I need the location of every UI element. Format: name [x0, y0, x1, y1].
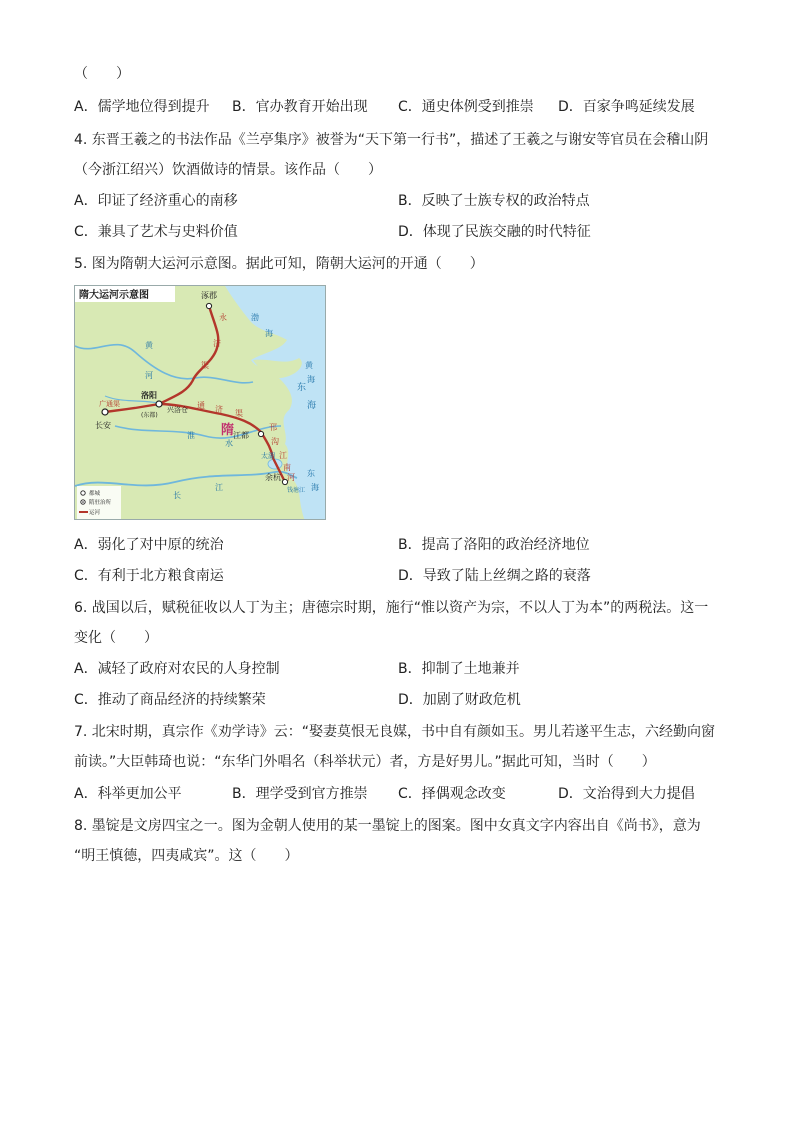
q6-option-d[interactable]: D．加剧了财政危机 [398, 692, 521, 708]
q7-stem-line1: 7. 北宋时期，真宗作《劝学诗》云：“娶妻莫恨无良媒，书中自有颜如玉。男儿若遂平生志，六经勤向窗 [74, 724, 716, 740]
map-city-zhuojun: 涿郡 [201, 291, 217, 300]
map-canal-char-7: 邗 [269, 423, 277, 432]
q7-option-d[interactable]: D．文治得到大力提倡 [558, 786, 695, 802]
map-city-changan: 长安 [95, 421, 111, 430]
map-sea-char-8: 海 [311, 483, 319, 492]
q4-option-b[interactable]: B．反映了士族专权的政治特点 [398, 193, 590, 209]
map-city-zhuojun-marker [206, 303, 211, 308]
map-canal-char-2: 济 [213, 339, 221, 348]
map-canal-char-10: 南 [283, 463, 291, 472]
map-river-char-1: 黄 [145, 341, 153, 350]
q4-option-c[interactable]: C．兼具了艺术与史料价值 [74, 224, 238, 240]
map-canal-char-3: 渠 [201, 361, 209, 370]
map-city-yuhang: 余杭 [265, 473, 281, 482]
q7-option-c[interactable]: C．择偶观念改变 [398, 786, 506, 802]
map-canal-char-5: 济 [215, 405, 223, 414]
map-canal-char-9: 江 [279, 451, 287, 460]
map-legend-seat-dot [82, 501, 84, 503]
q3-option-b[interactable]: B．官办教育开始出现 [232, 99, 368, 115]
map-river-char-5: 长 [173, 491, 181, 500]
q5-stem: 5. 图为隋朝大运河示意图。据此可知，隋朝大运河的开通（ ） [74, 256, 484, 272]
map-taihu-label: 太湖 [261, 452, 275, 460]
grand-canal-map [74, 285, 326, 520]
map-sea-char-1: 渤 [251, 313, 259, 322]
q5-option-c[interactable]: C．有利于北方粮食南运 [74, 568, 224, 584]
q7-stem-line2: 前读。”大臣韩琦也说：“东华门外唱名（科举状元）者，方是好男儿。”据此可知，当时（ ） [74, 754, 656, 770]
q8-stem-line2: “明王慎德，四夷咸宾”。这（ ） [74, 848, 299, 864]
map-sea-char-4: 海 [307, 375, 315, 384]
q3-option-d[interactable]: D．百家争鸣延续发展 [558, 99, 695, 115]
q3-option-a[interactable]: A．儒学地位得到提升 [74, 99, 210, 115]
q4-stem-line1: 4. 东晋王羲之的书法作品《兰亭集序》被誉为“天下第一行书”，描述了王羲之与谢安等官员在会稽山阴 [74, 132, 709, 148]
q6-stem-line1: 6. 战国以后，赋税征收以人丁为主；唐德宗时期，施行“惟以资产为宗，不以人丁为本”的两税法。这一 [74, 600, 709, 616]
map-canal-char-4: 通 [197, 401, 205, 410]
q6-option-a[interactable]: A．减轻了政府对农民的人身控制 [74, 661, 280, 677]
map-title: 隋大运河示意图 [79, 290, 149, 301]
map-sea-char-3: 黄 [305, 361, 313, 370]
map-city-dongdu: (东都) [141, 412, 158, 419]
map-canal-char-1: 永 [219, 313, 227, 322]
map-legend-capital-icon [81, 491, 85, 495]
map-legend-capital: 都城 [89, 491, 101, 497]
q7-option-a[interactable]: A．科举更加公平 [74, 786, 182, 802]
map-sea-char-2: 海 [265, 329, 273, 338]
map-city-jiangdu-marker [258, 431, 263, 436]
map-city-jiangdu: 江都 [233, 431, 249, 440]
map-xingluocang: 兴洛仓 [167, 406, 188, 414]
map-city-luoyang-marker [156, 401, 162, 407]
map-guangtong-label: 广通渠 [99, 400, 120, 408]
q4-stem-line2: （今浙江绍兴）饮酒做诗的情景。该作品（ ） [74, 162, 382, 178]
q8-stem-line1: 8. 墨锭是文房四宝之一。图为金朝人使用的某一墨锭上的图案。图中女真文字内容出自《尚书》，意为 [74, 818, 701, 834]
q5-option-a[interactable]: A．弱化了对中原的统治 [74, 537, 224, 553]
map-sui-label: 隋 [221, 423, 235, 438]
q4-option-d[interactable]: D．体现了民族交融的时代特征 [398, 224, 591, 240]
q6-stem-line2: 变化（ ） [74, 630, 158, 646]
q5-option-b[interactable]: B．提高了洛阳的政治经济地位 [398, 537, 590, 553]
map-legend-seat: 隋驻治所 [89, 500, 112, 506]
map-city-changan-marker [102, 409, 108, 415]
q4-option-a[interactable]: A．印证了经济重心的南移 [74, 193, 238, 209]
map-canal-char-8: 沟 [271, 437, 279, 446]
map-sea-char-6: 海 [307, 401, 317, 411]
map-river-char-3: 淮 [187, 431, 195, 440]
map-river-char-2: 河 [145, 371, 153, 380]
q5-option-d[interactable]: D．导致了陆上丝绸之路的衰落 [398, 568, 591, 584]
q6-option-b[interactable]: B．抑制了土地兼并 [398, 661, 520, 677]
map-legend-canal: 运河 [89, 510, 101, 516]
map-river-char-4: 水 [225, 439, 233, 448]
map-city-luoyang: 洛阳 [141, 391, 157, 400]
map-sea-char-7: 东 [307, 469, 315, 478]
q7-option-b[interactable]: B．理学受到官方推崇 [232, 786, 368, 802]
map-sea-char-5: 东 [297, 383, 307, 393]
map-canal-char-11: 河 [287, 473, 295, 482]
q3-option-c[interactable]: C．通史体例受到推崇 [398, 99, 534, 115]
map-qiantangjiang-label: 钱塘江 [287, 487, 306, 494]
map-river-char-6: 江 [215, 483, 223, 492]
q6-option-c[interactable]: C．推动了商品经济的持续繁荣 [74, 692, 266, 708]
q3-paren: （ ） [74, 66, 130, 82]
map-canal-char-6: 渠 [235, 409, 243, 418]
